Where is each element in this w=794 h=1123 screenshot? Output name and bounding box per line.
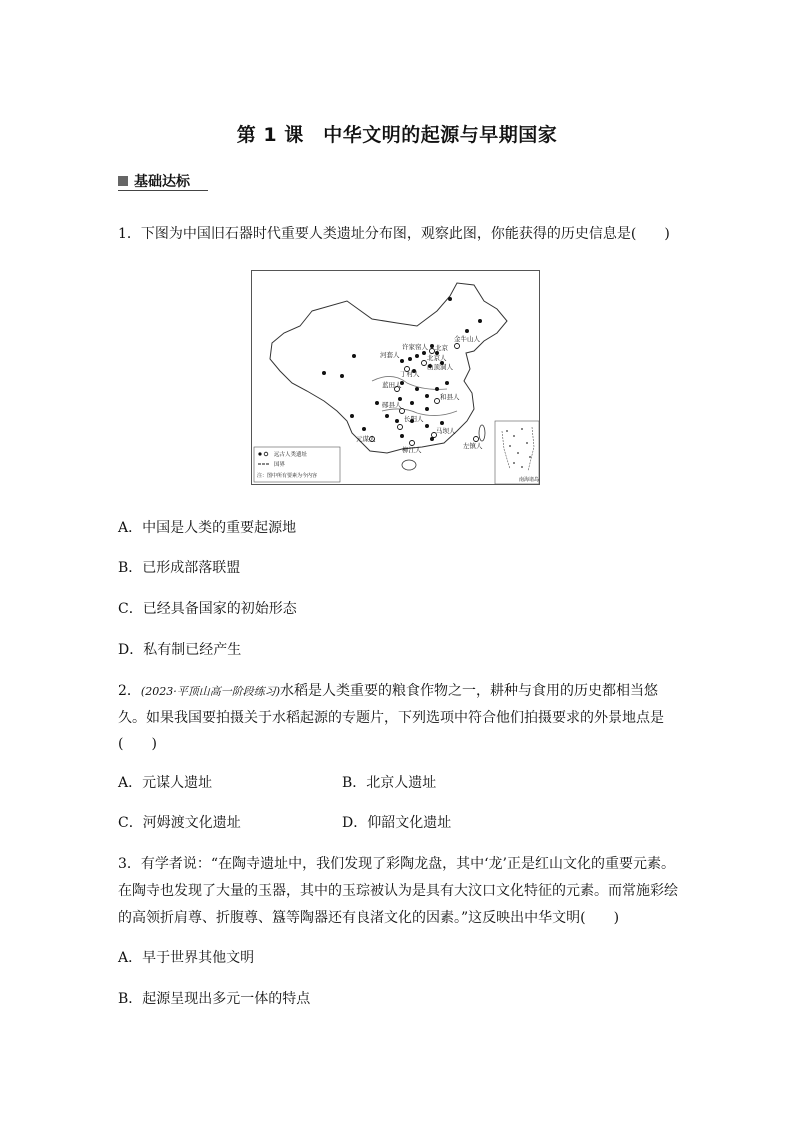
- map-label-zuozhen: 左镇人: [463, 442, 483, 450]
- q3-line-3: 的高领折肩尊、折腹尊、簋等陶器还有良渚文化的因素。”这反映出中华文明( ): [118, 910, 620, 926]
- map-label-hexian: 和县人: [440, 393, 460, 401]
- map-label-changyang: 长阳人: [404, 415, 424, 423]
- taiwan-island: [479, 425, 485, 441]
- q3-option-b: B．起源呈现出多元一体的特点: [118, 991, 311, 1007]
- map-label-liujiang: 柳江人: [402, 446, 422, 454]
- legend-sites: 远古人类遗址: [274, 452, 308, 458]
- q2-line-1: [118, 680, 658, 700]
- q2-option-d: D．仰韶文化遗址: [342, 815, 452, 831]
- section-header: [118, 171, 190, 191]
- q3-option-a: A．早于世界其他文明: [118, 950, 255, 966]
- q1-option-d: D．私有制已经产生: [118, 642, 242, 658]
- q3-line-1: 3．有学者说：“在陶寺遗址中，我们发现了彩陶龙盘，其中‘龙’正是红山文化的重要元素。: [118, 856, 675, 872]
- map-label-shandingdong: 山顶洞人: [427, 363, 453, 371]
- map-label-hetao: 河套人: [380, 351, 400, 359]
- map-label-lantian: 蓝田人: [382, 381, 402, 389]
- inset-label: 南海诸岛: [519, 477, 539, 483]
- map-label-maba: 马坝人: [436, 427, 456, 435]
- section-title: 基础达标: [134, 174, 190, 190]
- map-label-yunxian: 郧县人: [382, 401, 402, 409]
- q1-option-c: C．已经具备国家的初始形态: [118, 601, 297, 617]
- section-marker-icon: [118, 176, 128, 186]
- q2-line-2: 久。如果我国要拍摄关于水稻起源的专题片，下列选项中符合他们拍摄要求的外景地点是: [118, 710, 664, 726]
- q2-option-a: A．元谋人遗址: [118, 775, 213, 791]
- page-title: 第 1 课 中华文明的起源与早期国家: [236, 124, 558, 146]
- map-label-beijing: 北京: [435, 344, 448, 352]
- section-underline: [118, 190, 208, 191]
- paleolithic-sites-map: [251, 270, 540, 485]
- legend-border: 国界: [274, 462, 286, 468]
- china-map-drawing: [252, 271, 539, 484]
- q2-option-b: B．北京人遗址: [342, 775, 437, 791]
- map-label-jinniushan: 金牛山人: [454, 335, 480, 343]
- q1-option-b: B．已形成部落联盟: [118, 560, 241, 576]
- q2-number: 2．: [118, 683, 141, 699]
- site-labels: [356, 334, 483, 454]
- q2-source: (2023·平顶山高一阶段练习): [140, 685, 280, 698]
- q2-stem-1: 水稻是人类重要的粮食作物之一，耕种与食用的历史都相当悠: [280, 683, 658, 699]
- map-label-yuanmou: 元谋人: [356, 435, 376, 443]
- q2-line-3: ( ): [118, 736, 157, 752]
- country-outline: [270, 283, 507, 453]
- map-label-beijingren: 北京人: [427, 354, 447, 362]
- q2-option-c: C．河姆渡文化遗址: [118, 815, 241, 831]
- hainan-island: [402, 460, 416, 470]
- map-label-xujiayao: 许家窑人: [402, 343, 428, 351]
- q3-line-2: 在陶寺也发现了大量的玉器，其中的玉琮被认为是具有大汶口文化特征的元素。而常施彩绘: [118, 883, 678, 899]
- map-label-dingcun: 丁村人: [400, 370, 420, 378]
- q1-option-a: A．中国是人类的重要起源地: [118, 520, 297, 536]
- legend-note: 注：图中所有要素为今内容: [257, 473, 318, 479]
- q1-stem: 1．下图为中国旧石器时代重要人类遗址分布图，观察此图，你能获得的历史信息是( ): [118, 226, 670, 242]
